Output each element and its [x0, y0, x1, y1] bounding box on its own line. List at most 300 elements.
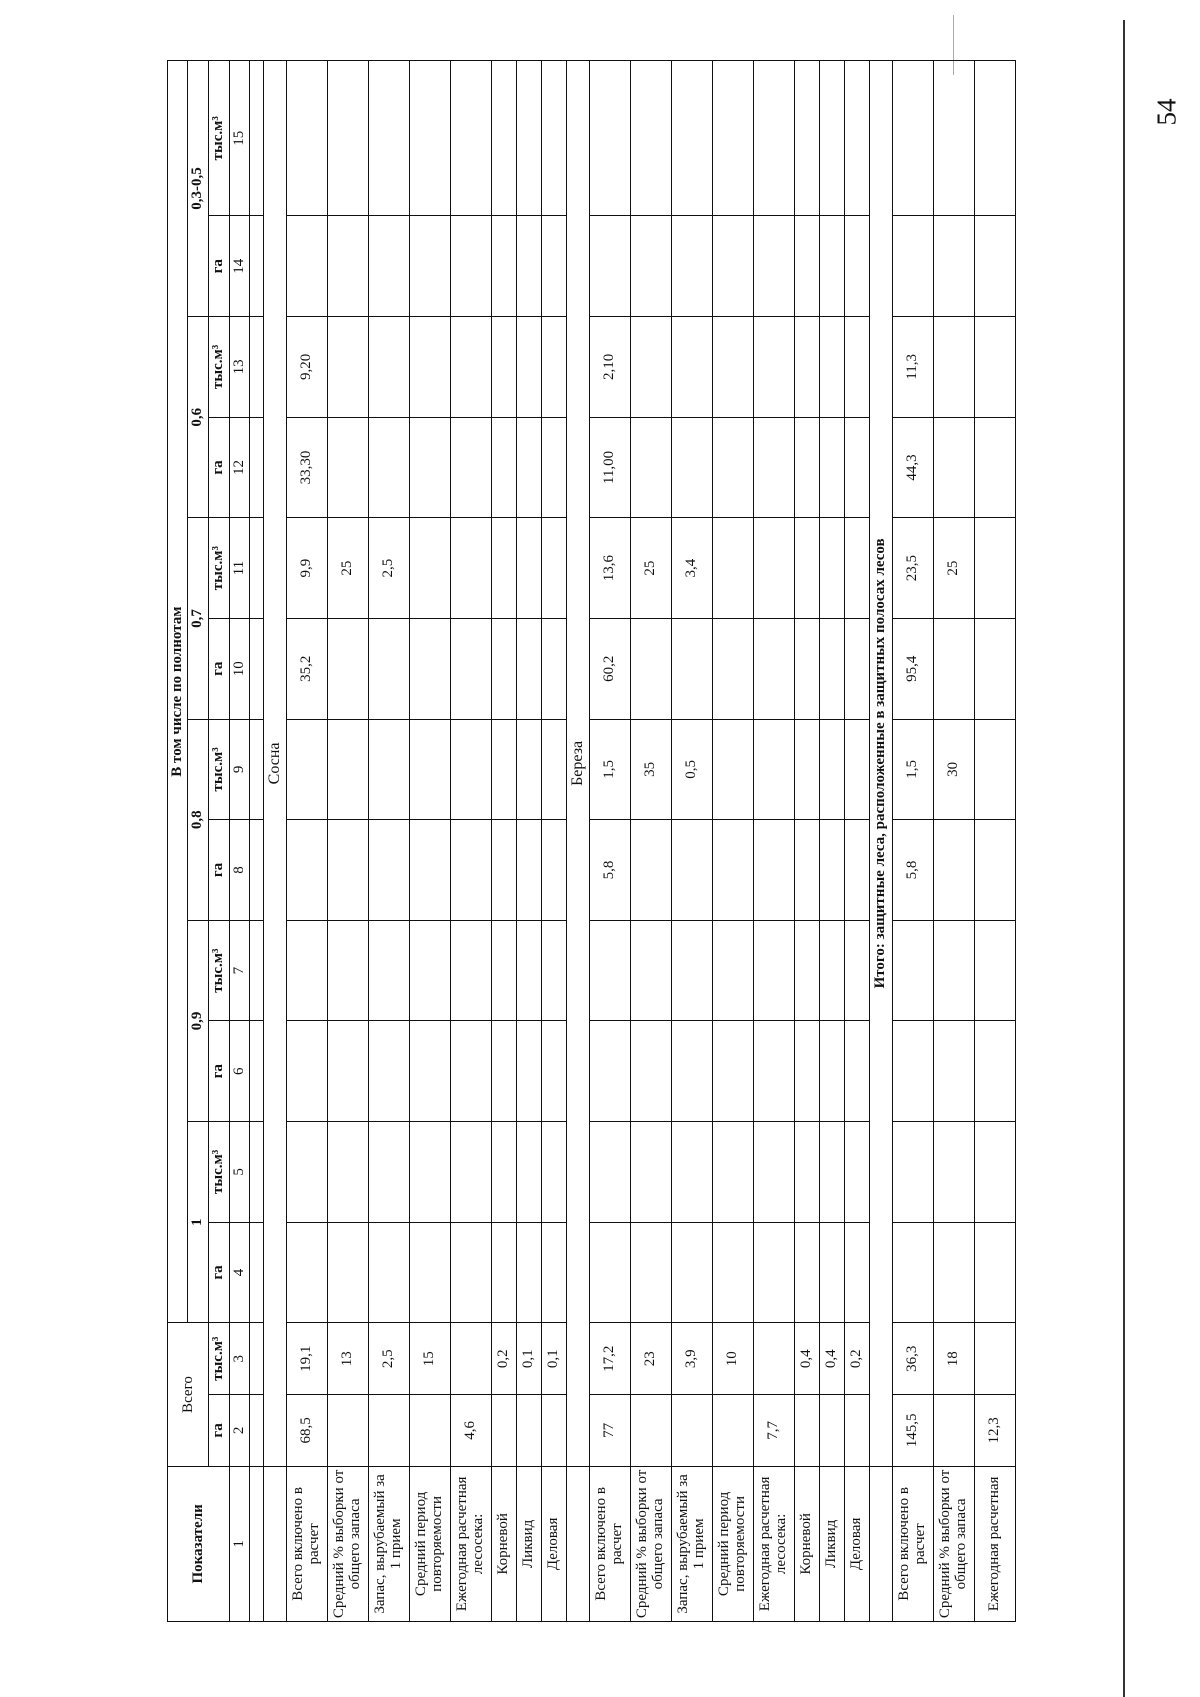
allowable-cut-table [167, 60, 1016, 1622]
header-column-number: 1 [229, 1466, 249, 1621]
spacer-cell [249, 1222, 263, 1323]
value-cell [712, 417, 753, 518]
value-cell [753, 820, 794, 921]
value-cell [450, 216, 491, 317]
value-cell [630, 1122, 671, 1223]
table-row [450, 61, 491, 1622]
value-cell [892, 1021, 933, 1122]
value-cell [541, 216, 566, 317]
value-cell [671, 417, 712, 518]
table-row [491, 61, 516, 1622]
header-column-number: 2 [229, 1395, 249, 1467]
value-cell: 0,1 [541, 1323, 566, 1395]
value-cell [753, 719, 794, 820]
value-cell [327, 417, 368, 518]
value-cell [541, 719, 566, 820]
value-cell [794, 317, 819, 418]
value-cell [819, 317, 844, 418]
table-row [819, 61, 844, 1622]
value-cell [491, 1222, 516, 1323]
value-cell [516, 317, 541, 418]
value-cell [794, 1395, 819, 1467]
value-cell [630, 317, 671, 418]
value-cell [409, 317, 450, 418]
value-cell [286, 216, 327, 317]
value-cell [974, 317, 1015, 418]
value-cell [819, 518, 844, 619]
value-cell: 23 [630, 1323, 671, 1395]
value-cell [892, 216, 933, 317]
value-cell [794, 618, 819, 719]
value-cell: 15 [409, 1323, 450, 1395]
value-cell [844, 618, 869, 719]
value-cell [327, 1222, 368, 1323]
value-cell [368, 1395, 409, 1467]
header-column-number: 3 [229, 1323, 249, 1395]
value-cell [286, 1122, 327, 1223]
value-cell [450, 1222, 491, 1323]
value-cell [753, 1122, 794, 1223]
value-cell [368, 820, 409, 921]
value-cell [450, 618, 491, 719]
value-cell [671, 920, 712, 1021]
value-cell: 9,20 [286, 317, 327, 418]
value-cell [712, 1122, 753, 1223]
value-cell [630, 61, 671, 216]
row-label: Всего включено в расчет [589, 1466, 630, 1621]
value-cell [368, 1021, 409, 1122]
table-row [409, 61, 450, 1622]
value-cell [368, 61, 409, 216]
value-cell [327, 61, 368, 216]
value-cell: 3,9 [671, 1323, 712, 1395]
value-cell [630, 820, 671, 921]
value-cell [409, 417, 450, 518]
value-cell: 23,5 [892, 518, 933, 619]
value-cell [630, 417, 671, 518]
value-cell [630, 618, 671, 719]
value-cell [819, 719, 844, 820]
section-label-spacer [263, 1466, 286, 1621]
value-cell: 68,5 [286, 1395, 327, 1467]
value-cell [712, 1222, 753, 1323]
value-cell [450, 417, 491, 518]
value-cell [794, 719, 819, 820]
value-cell [409, 719, 450, 820]
value-cell [327, 216, 368, 317]
header-column-number: 7 [229, 920, 249, 1021]
value-cell [516, 1021, 541, 1122]
value-cell [491, 1395, 516, 1467]
row-label: Средний период повторяемости [712, 1466, 753, 1621]
value-cell [819, 1395, 844, 1467]
section-row [869, 61, 892, 1622]
value-cell [933, 1395, 974, 1467]
value-cell [794, 216, 819, 317]
value-cell [491, 820, 516, 921]
value-cell: 11,00 [589, 417, 630, 518]
header-unit-m3: тыс.м³ [208, 920, 229, 1021]
value-cell [516, 719, 541, 820]
value-cell [327, 1395, 368, 1467]
value-cell: 25 [327, 518, 368, 619]
value-cell [844, 1222, 869, 1323]
value-cell [974, 1222, 1015, 1323]
value-cell [671, 1395, 712, 1467]
value-cell [753, 216, 794, 317]
value-cell [844, 1395, 869, 1467]
header-density-group: 0,7 [187, 518, 208, 719]
table-row [933, 61, 974, 1622]
value-cell [450, 1122, 491, 1223]
value-cell: 95,4 [892, 618, 933, 719]
value-cell: 145,5 [892, 1395, 933, 1467]
value-cell [409, 618, 450, 719]
value-cell [844, 920, 869, 1021]
value-cell [671, 61, 712, 216]
value-cell [753, 1323, 794, 1395]
value-cell [794, 518, 819, 619]
row-label: Корневой [491, 1466, 516, 1621]
header-column-number: 12 [229, 417, 249, 518]
row-label: Ликвид [516, 1466, 541, 1621]
section-label-spacer [869, 1466, 892, 1621]
value-cell: 2,5 [368, 1323, 409, 1395]
value-cell [753, 61, 794, 216]
value-cell [327, 1021, 368, 1122]
value-cell: 0,4 [819, 1323, 844, 1395]
row-label: Деловая [541, 1466, 566, 1621]
value-cell [974, 61, 1015, 216]
value-cell [933, 317, 974, 418]
value-cell [844, 417, 869, 518]
header-density-group: 0,3-0,5 [187, 61, 208, 317]
value-cell [671, 317, 712, 418]
value-cell: 33,30 [286, 417, 327, 518]
row-label: Запас, вырубаемый за 1 прием [368, 1466, 409, 1621]
header-column-number: 9 [229, 719, 249, 820]
table-row [974, 61, 1015, 1622]
value-cell: 19,1 [286, 1323, 327, 1395]
value-cell [491, 216, 516, 317]
value-cell [327, 920, 368, 1021]
value-cell [541, 1021, 566, 1122]
table-row [753, 61, 794, 1622]
value-cell [933, 216, 974, 317]
table-row [794, 61, 819, 1622]
spacer-cell [249, 820, 263, 921]
value-cell [409, 61, 450, 216]
row-label: Ежегодная расчетная лесосека: [450, 1466, 491, 1621]
value-cell: 5,8 [589, 820, 630, 921]
value-cell: 7,7 [753, 1395, 794, 1467]
value-cell [844, 1122, 869, 1223]
value-cell [286, 719, 327, 820]
value-cell [892, 61, 933, 216]
row-label: Деловая [844, 1466, 869, 1621]
header-column-number: 5 [229, 1122, 249, 1223]
table-row [892, 61, 933, 1622]
value-cell [516, 920, 541, 1021]
value-cell [516, 820, 541, 921]
spacer-cell [249, 1323, 263, 1395]
row-label: Всего включено в расчет [892, 1466, 933, 1621]
value-cell [541, 61, 566, 216]
header-unit-ha: га [208, 417, 229, 518]
value-cell [974, 719, 1015, 820]
value-cell [368, 417, 409, 518]
header-column-number: 6 [229, 1021, 249, 1122]
row-label: Средний % выборки от общего запаса [933, 1466, 974, 1621]
value-cell [794, 1021, 819, 1122]
spacer-cell [249, 1122, 263, 1223]
value-cell [286, 820, 327, 921]
value-cell [892, 920, 933, 1021]
value-cell [630, 1395, 671, 1467]
value-cell [933, 1021, 974, 1122]
row-label: Запас, вырубаемый за 1 прием [671, 1466, 712, 1621]
spacer-cell [249, 216, 263, 317]
table-row [368, 61, 409, 1622]
value-cell: 0,1 [516, 1323, 541, 1395]
header-density-group: 0,9 [187, 920, 208, 1121]
header-unit-m3: тыс.м³ [208, 1122, 229, 1223]
header-density-group: 1 [187, 1122, 208, 1323]
value-cell [516, 1395, 541, 1467]
value-cell [794, 61, 819, 216]
value-cell: 13,6 [589, 518, 630, 619]
value-cell [450, 61, 491, 216]
value-cell [516, 618, 541, 719]
value-cell [368, 920, 409, 1021]
value-cell [630, 1021, 671, 1122]
value-cell [541, 317, 566, 418]
value-cell [409, 1021, 450, 1122]
value-cell [753, 317, 794, 418]
value-cell: 30 [933, 719, 974, 820]
header-column-number: 10 [229, 618, 249, 719]
value-cell [974, 920, 1015, 1021]
spacer-cell [249, 1466, 263, 1621]
value-cell [327, 618, 368, 719]
value-cell: 9,9 [286, 518, 327, 619]
value-cell [541, 920, 566, 1021]
value-cell: 2,5 [368, 518, 409, 619]
value-cell [541, 1122, 566, 1223]
value-cell [368, 1222, 409, 1323]
value-cell: 11,3 [892, 317, 933, 418]
value-cell [630, 920, 671, 1021]
value-cell [974, 618, 1015, 719]
value-cell: 1,5 [589, 719, 630, 820]
value-cell [450, 1323, 491, 1395]
table-row [516, 61, 541, 1622]
value-cell [794, 920, 819, 1021]
section-title: Итого: защитные леса, расположенные в защитных полосах лесов [869, 61, 892, 1467]
value-cell [450, 719, 491, 820]
value-cell [974, 216, 1015, 317]
value-cell [491, 518, 516, 619]
header-unit-ha: га [208, 618, 229, 719]
rotated-table-content [167, 60, 1200, 1622]
table-row [541, 61, 566, 1622]
header-unit-m3: тыс.м³ [208, 719, 229, 820]
value-cell [491, 417, 516, 518]
row-label: Средний % выборки от общего запаса [327, 1466, 368, 1621]
header-column-number: 4 [229, 1222, 249, 1323]
value-cell [712, 1395, 753, 1467]
value-cell [753, 1222, 794, 1323]
value-cell [541, 1395, 566, 1467]
value-cell: 4,6 [450, 1395, 491, 1467]
header-unit-ha: га [208, 1021, 229, 1122]
value-cell [589, 216, 630, 317]
value-cell [589, 1222, 630, 1323]
header-unit-m3: тыс.м³ [208, 317, 229, 418]
value-cell [671, 1021, 712, 1122]
value-cell [819, 820, 844, 921]
value-cell [286, 1021, 327, 1122]
value-cell [409, 1122, 450, 1223]
value-cell [712, 820, 753, 921]
value-cell: 0,5 [671, 719, 712, 820]
value-cell [712, 317, 753, 418]
value-cell [712, 618, 753, 719]
row-label: Ежегодная расчетная лесосека: [753, 1466, 794, 1621]
value-cell: 0,4 [794, 1323, 819, 1395]
value-cell [516, 1222, 541, 1323]
value-cell [819, 61, 844, 216]
value-cell [368, 719, 409, 820]
value-cell [450, 820, 491, 921]
value-cell: 2,10 [589, 317, 630, 418]
header-unit-m3: тыс.м³ [208, 1323, 229, 1395]
value-cell [712, 1021, 753, 1122]
value-cell [753, 920, 794, 1021]
header-unit-ha: га [208, 820, 229, 921]
value-cell [491, 1021, 516, 1122]
section-row [566, 61, 589, 1622]
value-cell [450, 920, 491, 1021]
row-label: Средний % выборки от общего запаса [630, 1466, 671, 1621]
value-cell [671, 618, 712, 719]
row-label: Корневой [794, 1466, 819, 1621]
value-cell: 25 [630, 518, 671, 619]
value-cell: 25 [933, 518, 974, 619]
header-unit-m3: тыс.м³ [208, 61, 229, 216]
value-cell [516, 216, 541, 317]
value-cell: 77 [589, 1395, 630, 1467]
section-row [263, 61, 286, 1622]
value-cell [409, 1222, 450, 1323]
value-cell: 13 [327, 1323, 368, 1395]
value-cell [327, 719, 368, 820]
header-column-number: 8 [229, 820, 249, 921]
spacer-cell [249, 1021, 263, 1122]
value-cell [794, 1222, 819, 1323]
value-cell: 36,3 [892, 1323, 933, 1395]
value-cell [794, 820, 819, 921]
value-cell: 5,8 [892, 820, 933, 921]
value-cell [892, 1122, 933, 1223]
value-cell [974, 518, 1015, 619]
value-cell [409, 1395, 450, 1467]
header-column-number: 15 [229, 61, 249, 216]
value-cell [491, 719, 516, 820]
value-cell [630, 1222, 671, 1323]
value-cell [794, 1122, 819, 1223]
value-cell [368, 1122, 409, 1223]
header-unit-ha: га [208, 1395, 229, 1467]
spacer-cell [249, 719, 263, 820]
value-cell [671, 216, 712, 317]
value-cell [368, 618, 409, 719]
value-cell [327, 820, 368, 921]
value-cell [286, 920, 327, 1021]
value-cell [516, 518, 541, 619]
value-cell [589, 1122, 630, 1223]
value-cell [712, 719, 753, 820]
header-unit-ha: га [208, 1222, 229, 1323]
spacer-cell [249, 518, 263, 619]
value-cell [589, 61, 630, 216]
page-number: 54 [1151, 98, 1182, 126]
value-cell: 1,5 [892, 719, 933, 820]
value-cell [794, 417, 819, 518]
value-cell [819, 1122, 844, 1223]
section-label-spacer [566, 1466, 589, 1621]
value-cell [819, 417, 844, 518]
value-cell [819, 1021, 844, 1122]
value-cell: 44,3 [892, 417, 933, 518]
value-cell [712, 216, 753, 317]
value-cell [844, 216, 869, 317]
value-cell: 12,3 [974, 1395, 1015, 1467]
value-cell [974, 1323, 1015, 1395]
header-column-number: 14 [229, 216, 249, 317]
header-density-group: 0,6 [187, 317, 208, 518]
value-cell [844, 317, 869, 418]
value-cell [933, 1222, 974, 1323]
value-cell [844, 518, 869, 619]
spacer-cell [249, 61, 263, 216]
value-cell [933, 417, 974, 518]
value-cell [974, 820, 1015, 921]
value-cell [753, 518, 794, 619]
rotated-table-frame [167, 60, 1200, 1622]
value-cell [933, 920, 974, 1021]
value-cell: 0,2 [844, 1323, 869, 1395]
value-cell [844, 820, 869, 921]
value-cell [491, 317, 516, 418]
value-cell [712, 518, 753, 619]
table-row [327, 61, 368, 1622]
value-cell [974, 1021, 1015, 1122]
value-cell [450, 317, 491, 418]
row-label: Ежегодная расчетная [974, 1466, 1015, 1621]
value-cell [516, 1122, 541, 1223]
value-cell [491, 61, 516, 216]
value-cell [368, 317, 409, 418]
header-column-number: 13 [229, 317, 249, 418]
value-cell [819, 920, 844, 1021]
value-cell [541, 417, 566, 518]
header-density-group: 0,8 [187, 719, 208, 920]
value-cell [450, 518, 491, 619]
value-cell [819, 1222, 844, 1323]
value-cell [409, 216, 450, 317]
table-row [630, 61, 671, 1622]
